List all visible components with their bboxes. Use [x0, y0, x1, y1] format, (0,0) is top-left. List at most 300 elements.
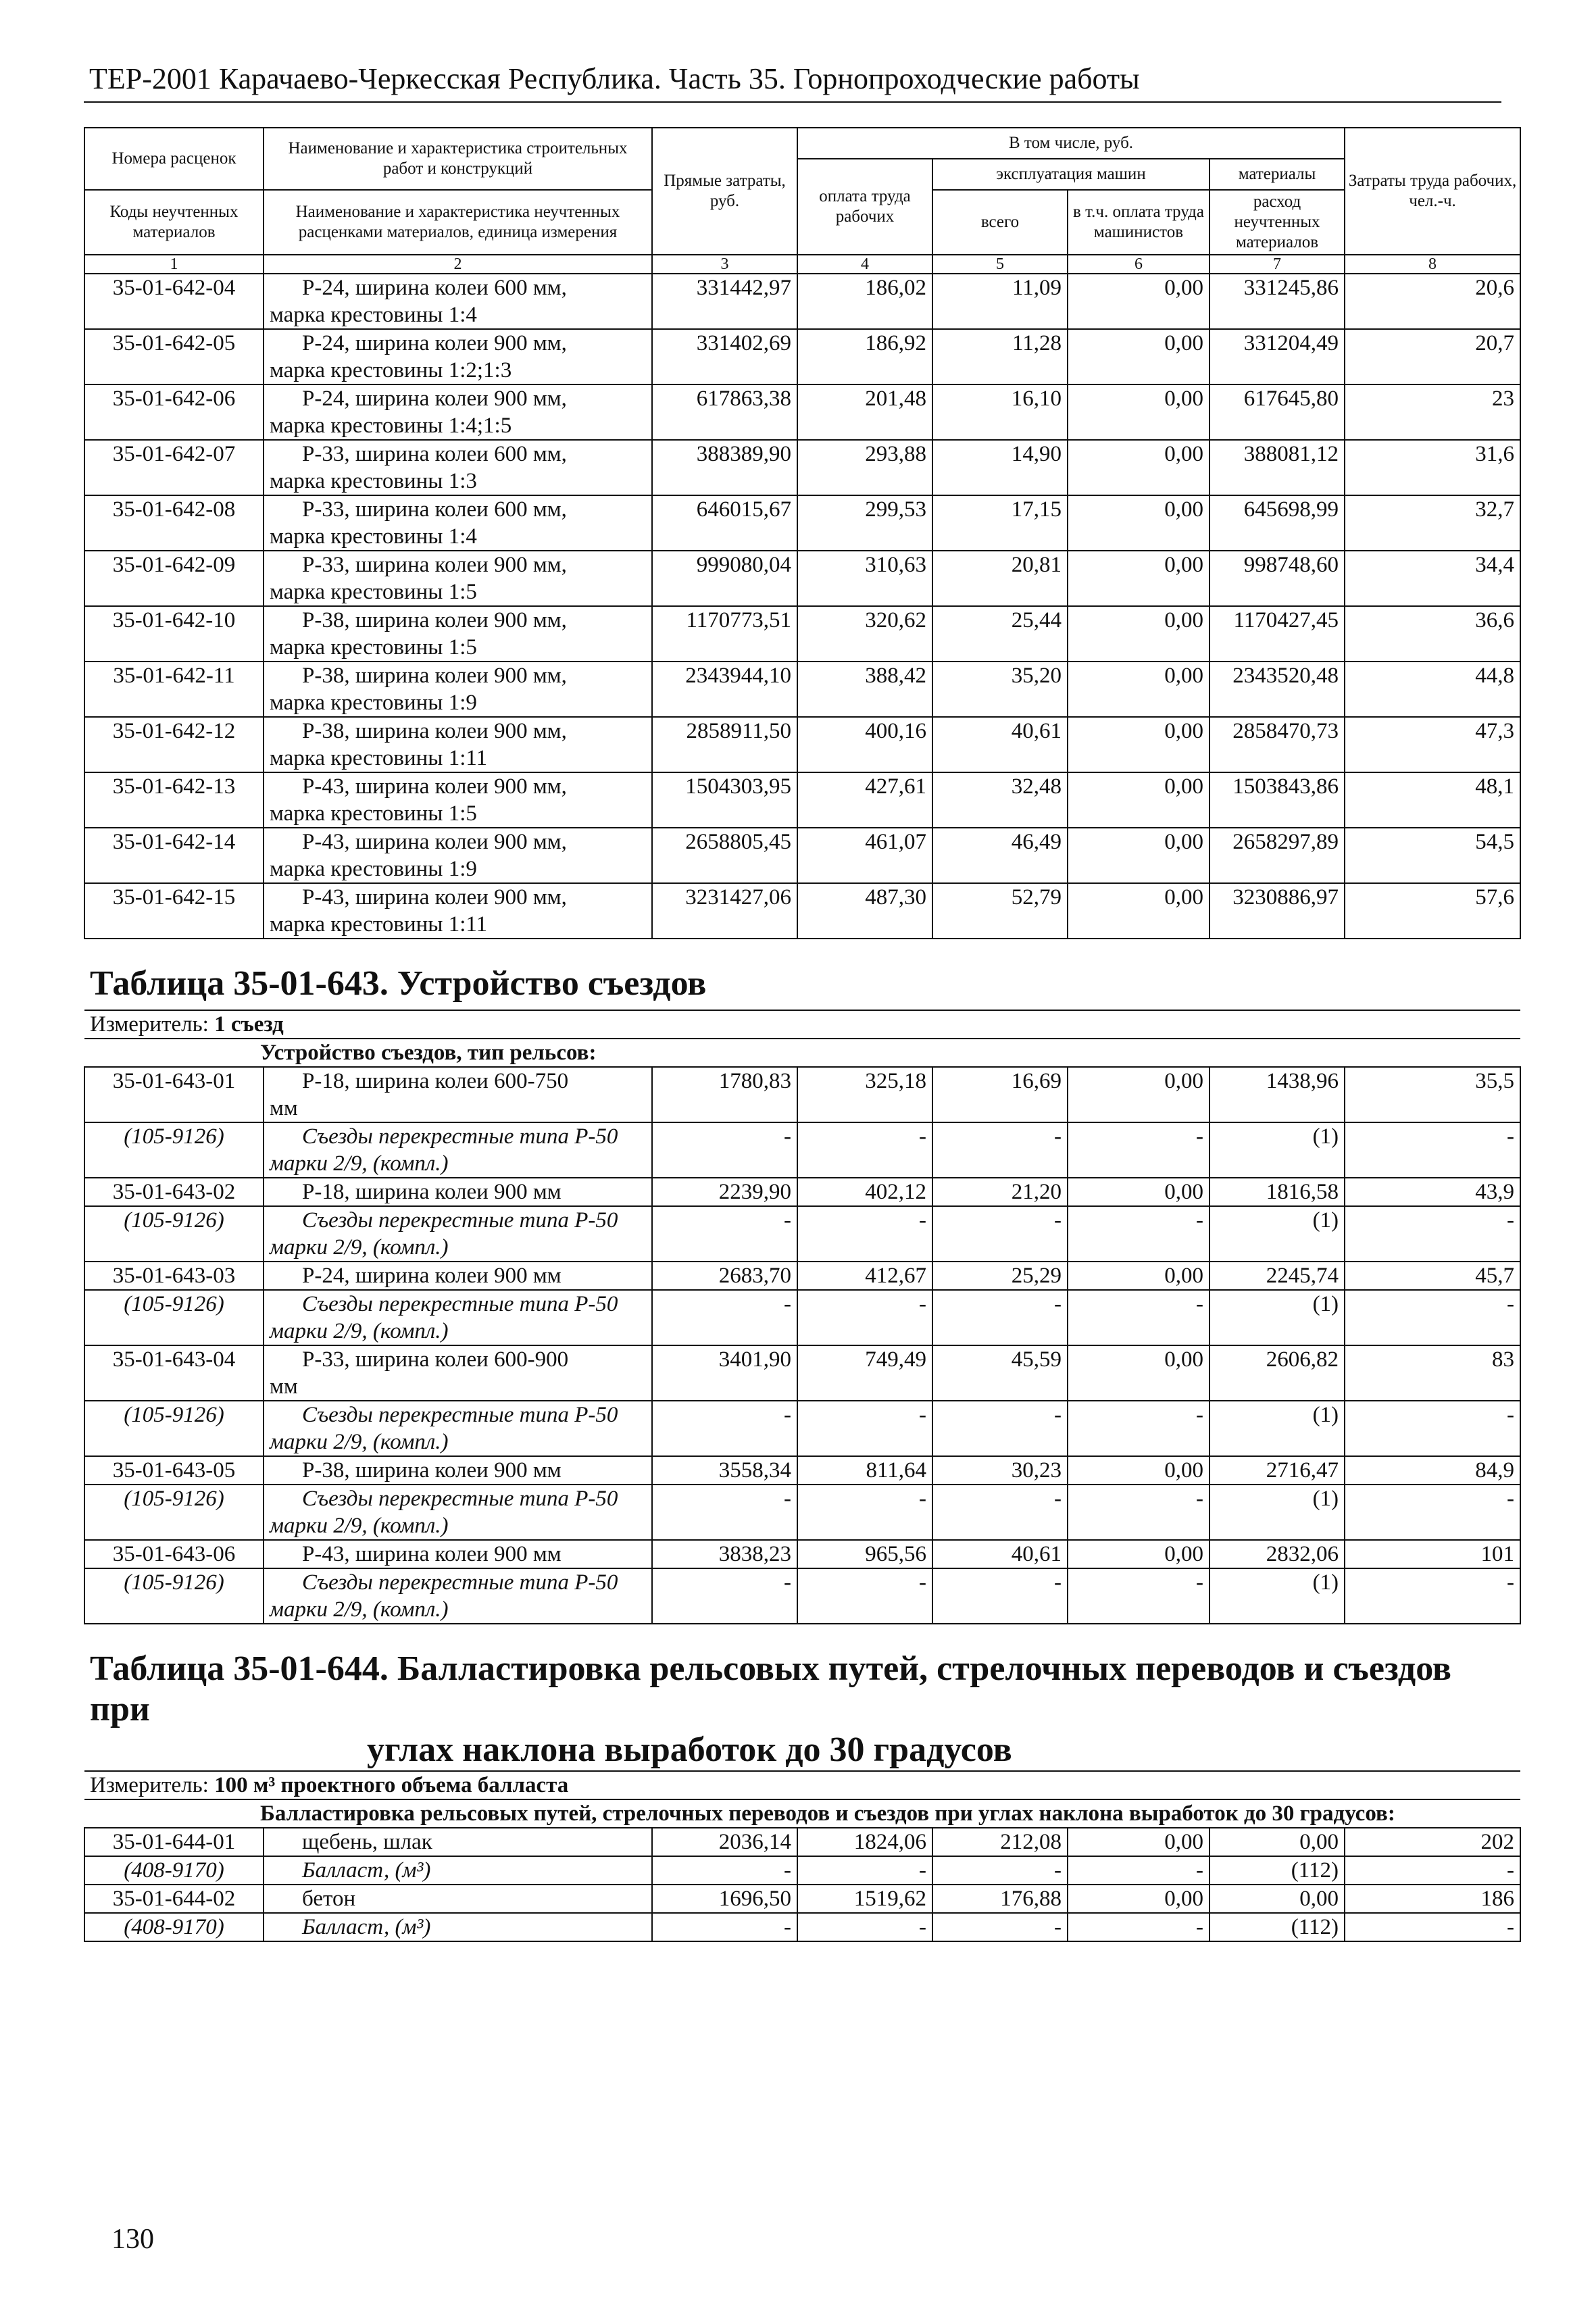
rate-code: (105-9126): [84, 1401, 264, 1456]
material-cost: (1): [1210, 1568, 1345, 1624]
direct-cost: 617863,38: [652, 384, 797, 440]
table-caption: Таблица 35-01-643. Устройство съездов: [84, 939, 1520, 1010]
work-description: [264, 828, 652, 883]
description-line: Съезды перекрестные типа Р-50: [302, 1292, 618, 1316]
machine-cost: -: [932, 1856, 1068, 1885]
description-line: щебень, шлак: [302, 1830, 432, 1854]
labor-hours: 44,8: [1345, 662, 1520, 717]
machine-cost: 17,15: [932, 495, 1068, 551]
col-number: 2: [264, 255, 652, 274]
machine-cost: 40,61: [932, 717, 1068, 772]
labor-pay: -: [797, 1485, 932, 1540]
operator-pay: 0,00: [1068, 1067, 1210, 1122]
description-line: марка крестовины 1:9: [270, 857, 477, 881]
description-line: Р-24, ширина колеи 900 мм: [302, 1264, 562, 1288]
description-line: марка крестовины 1:9: [270, 691, 477, 715]
rate-code: (408-9170): [84, 1856, 264, 1885]
operator-pay: 0,00: [1068, 1262, 1210, 1290]
direct-cost: 388389,90: [652, 440, 797, 495]
direct-cost: 331402,69: [652, 329, 797, 384]
labor-hours: -: [1345, 1568, 1520, 1624]
table-row: [84, 717, 1520, 772]
rate-code: 35-01-642-11: [84, 662, 264, 717]
description-line: Р-33, ширина колеи 900 мм,: [302, 553, 567, 577]
rate-code: (408-9170): [84, 1913, 264, 1941]
labor-pay: 186,92: [797, 329, 932, 384]
work-description: [264, 1067, 652, 1122]
work-description: [264, 662, 652, 717]
operator-pay: 0,00: [1068, 551, 1210, 606]
description-line: Р-38, ширина колеи 900 мм,: [302, 664, 567, 688]
direct-cost: -: [652, 1122, 797, 1178]
labor-hours: 54,5: [1345, 828, 1520, 883]
measure-unit-row: [84, 1010, 1520, 1039]
labor-pay: -: [797, 1568, 932, 1624]
labor-hours: 48,1: [1345, 772, 1520, 828]
material-cost: 3230886,97: [1210, 883, 1345, 939]
direct-cost: -: [652, 1206, 797, 1262]
material-row: [84, 1913, 1520, 1941]
material-cost: (1): [1210, 1401, 1345, 1456]
header-machines: эксплуатация машин: [932, 159, 1210, 190]
labor-hours: 34,4: [1345, 551, 1520, 606]
description-line: марка крестовины 1:3: [270, 469, 477, 493]
rate-code: (105-9126): [84, 1290, 264, 1345]
table-row: [84, 329, 1520, 384]
operator-pay: -: [1068, 1913, 1210, 1941]
table-caption-line: углах наклона выработок до 30 градусов: [367, 1731, 1012, 1769]
description-line: мм: [270, 1374, 298, 1399]
direct-cost: 2683,70: [652, 1262, 797, 1290]
material-cost: 2343520,48: [1210, 662, 1345, 717]
rate-code: 35-01-643-04: [84, 1345, 264, 1401]
work-description: [264, 1262, 652, 1290]
header-rule: [84, 101, 1501, 103]
material-cost: (1): [1210, 1206, 1345, 1262]
machine-cost: -: [932, 1290, 1068, 1345]
direct-cost: -: [652, 1401, 797, 1456]
labor-pay: 325,18: [797, 1067, 932, 1122]
labor-hours: -: [1345, 1122, 1520, 1178]
labor-pay: 293,88: [797, 440, 932, 495]
operator-pay: -: [1068, 1290, 1210, 1345]
machine-cost: 25,44: [932, 606, 1068, 662]
description-line: Р-43, ширина колеи 900 мм,: [302, 885, 567, 910]
direct-cost: 3231427,06: [652, 883, 797, 939]
work-description: [264, 329, 652, 384]
labor-hours: -: [1345, 1206, 1520, 1262]
material-row: [84, 1401, 1520, 1456]
work-description: [264, 495, 652, 551]
operator-pay: 0,00: [1068, 440, 1210, 495]
description-line: Р-38, ширина колеи 900 мм,: [302, 608, 567, 632]
labor-pay: 402,12: [797, 1178, 932, 1206]
operator-pay: 0,00: [1068, 606, 1210, 662]
header-direct: Прямые затраты, руб.: [652, 128, 797, 255]
labor-hours: 47,3: [1345, 717, 1520, 772]
price-table: [84, 127, 1521, 1942]
rate-code: 35-01-642-15: [84, 883, 264, 939]
operator-pay: -: [1068, 1856, 1210, 1885]
material-cost: 1503843,86: [1210, 772, 1345, 828]
direct-cost: 1780,83: [652, 1067, 797, 1122]
work-description: [264, 384, 652, 440]
labor-hours: 36,6: [1345, 606, 1520, 662]
description-line: Р-38, ширина колеи 900 мм,: [302, 719, 567, 743]
material-row: [84, 1568, 1520, 1624]
labor-hours: -: [1345, 1485, 1520, 1540]
material-row: [84, 1485, 1520, 1540]
rate-code: 35-01-642-14: [84, 828, 264, 883]
col-number: 7: [1210, 255, 1345, 274]
header-names-title: Наименование и характеристика строительных работ и конструкций: [264, 128, 652, 190]
labor-pay: 487,30: [797, 883, 932, 939]
operator-pay: 0,00: [1068, 1178, 1210, 1206]
description-line: Съезды перекрестные типа Р-50: [302, 1487, 618, 1511]
description-line: Р-18, ширина колеи 900 мм: [302, 1180, 562, 1204]
work-description: [264, 1485, 652, 1540]
rate-code: 35-01-644-01: [84, 1828, 264, 1856]
material-cost: 388081,12: [1210, 440, 1345, 495]
direct-cost: 1696,50: [652, 1885, 797, 1913]
material-cost: 2716,47: [1210, 1456, 1345, 1485]
description-line: Р-24, ширина колеи 600 мм,: [302, 276, 567, 300]
description-line: марка крестовины 1:5: [270, 635, 477, 659]
group-title-row: [84, 1039, 1520, 1067]
operator-pay: 0,00: [1068, 495, 1210, 551]
description-line: марка крестовины 1:2;1:3: [270, 358, 512, 382]
description-line: Р-33, ширина колеи 600 мм,: [302, 497, 567, 522]
description-line: марки 2/9, (компл.): [270, 1514, 449, 1538]
table-caption: [84, 1624, 1520, 1771]
rate-code: 35-01-642-12: [84, 717, 264, 772]
header-row-1: [84, 128, 1520, 159]
operator-pay: -: [1068, 1401, 1210, 1456]
measure-unit-row: [84, 1771, 1520, 1799]
operator-pay: 0,00: [1068, 1885, 1210, 1913]
labor-hours: -: [1345, 1913, 1520, 1941]
direct-cost: 2858911,50: [652, 717, 797, 772]
table-row: [84, 495, 1520, 551]
labor-hours: 43,9: [1345, 1178, 1520, 1206]
description-line: Р-38, ширина колеи 900 мм: [302, 1458, 562, 1483]
material-row: [84, 1206, 1520, 1262]
work-description: [264, 1828, 652, 1856]
operator-pay: 0,00: [1068, 717, 1210, 772]
rate-code: 35-01-642-13: [84, 772, 264, 828]
material-cost: (1): [1210, 1485, 1345, 1540]
labor-pay: 749,49: [797, 1345, 932, 1401]
table-row: [84, 1456, 1520, 1485]
labor-hours: -: [1345, 1401, 1520, 1456]
rate-code: 35-01-643-01: [84, 1067, 264, 1122]
description-line: марка крестовины 1:11: [270, 746, 488, 770]
group-title-row: [84, 1799, 1520, 1828]
operator-pay: -: [1068, 1206, 1210, 1262]
machine-cost: 45,59: [932, 1345, 1068, 1401]
material-cost: (112): [1210, 1856, 1345, 1885]
material-row: [84, 1290, 1520, 1345]
header-labor-pay: оплата труда рабочих: [797, 159, 932, 255]
labor-hours: 32,7: [1345, 495, 1520, 551]
machine-cost: 176,88: [932, 1885, 1068, 1913]
labor-hours: 31,6: [1345, 440, 1520, 495]
labor-pay: 965,56: [797, 1540, 932, 1568]
group-title: Устройство съездов, тип рельсов:: [84, 1039, 1520, 1067]
direct-cost: 2239,90: [652, 1178, 797, 1206]
table-caption-row: [84, 939, 1520, 1010]
measure-label: Измеритель:: [90, 1012, 209, 1037]
operator-pay: 0,00: [1068, 1345, 1210, 1401]
rate-code: 35-01-642-06: [84, 384, 264, 440]
direct-cost: -: [652, 1568, 797, 1624]
measure-value: 1 съезд: [214, 1012, 284, 1037]
header-including: В том числе, руб.: [797, 128, 1345, 159]
work-description: [264, 1885, 652, 1913]
labor-hours: 45,7: [1345, 1262, 1520, 1290]
work-description: [264, 606, 652, 662]
material-cost: 2245,74: [1210, 1262, 1345, 1290]
rate-code: 35-01-643-06: [84, 1540, 264, 1568]
work-description: [264, 1206, 652, 1262]
machine-cost: 32,48: [932, 772, 1068, 828]
description-line: Балласт, (м³): [302, 1858, 431, 1883]
operator-pay: -: [1068, 1485, 1210, 1540]
operator-pay: 0,00: [1068, 883, 1210, 939]
table-row: [84, 1262, 1520, 1290]
direct-cost: 3558,34: [652, 1456, 797, 1485]
header-codes-title: Номера расценок: [84, 128, 264, 190]
measure-unit: [84, 1771, 1520, 1799]
table-row: [84, 772, 1520, 828]
description-line: Съезды перекрестные типа Р-50: [302, 1570, 618, 1595]
work-description: [264, 440, 652, 495]
header-materials-use: расход неучтенных материалов: [1210, 190, 1345, 255]
rate-code: 35-01-642-09: [84, 551, 264, 606]
direct-cost: -: [652, 1485, 797, 1540]
labor-pay: 1824,06: [797, 1828, 932, 1856]
rate-code: 35-01-643-05: [84, 1456, 264, 1485]
material-cost: (1): [1210, 1122, 1345, 1178]
direct-cost: 2036,14: [652, 1828, 797, 1856]
work-description: [264, 1122, 652, 1178]
material-cost: 0,00: [1210, 1828, 1345, 1856]
material-cost: 331204,49: [1210, 329, 1345, 384]
machine-cost: 40,61: [932, 1540, 1068, 1568]
operator-pay: -: [1068, 1568, 1210, 1624]
description-line: Балласт, (м³): [302, 1915, 431, 1939]
table-row: [84, 551, 1520, 606]
description-line: марка крестовины 1:5: [270, 580, 477, 604]
labor-hours: 20,6: [1345, 274, 1520, 329]
work-description: [264, 1290, 652, 1345]
work-description: [264, 883, 652, 939]
machine-cost: 11,28: [932, 329, 1068, 384]
rate-code: 35-01-642-10: [84, 606, 264, 662]
direct-cost: -: [652, 1856, 797, 1885]
table-caption-row: [84, 1624, 1520, 1771]
labor-hours: 23: [1345, 384, 1520, 440]
header-machines-operators: в т.ч. оплата труда машинистов: [1068, 190, 1210, 255]
table-row: [84, 606, 1520, 662]
description-line: марка крестовины 1:4: [270, 524, 477, 549]
labor-pay: 320,62: [797, 606, 932, 662]
group-title: Балластировка рельсовых путей, стрелочных переводов и съездов при углах наклона выработок до 30 градусов:: [84, 1799, 1520, 1828]
description-line: марки 2/9, (компл.): [270, 1235, 449, 1260]
labor-hours: -: [1345, 1856, 1520, 1885]
labor-pay: 1519,62: [797, 1885, 932, 1913]
description-line: Р-33, ширина колеи 600-900: [302, 1347, 569, 1372]
direct-cost: 1504303,95: [652, 772, 797, 828]
material-cost: 1816,58: [1210, 1178, 1345, 1206]
table-row: [84, 883, 1520, 939]
header-machines-total: всего: [932, 190, 1068, 255]
work-description: [264, 274, 652, 329]
material-cost: (1): [1210, 1290, 1345, 1345]
material-cost: 645698,99: [1210, 495, 1345, 551]
labor-pay: -: [797, 1122, 932, 1178]
machine-cost: -: [932, 1206, 1068, 1262]
rate-code: 35-01-644-02: [84, 1885, 264, 1913]
work-description: [264, 1540, 652, 1568]
material-cost: 2832,06: [1210, 1540, 1345, 1568]
table-row: [84, 1828, 1520, 1856]
machine-cost: 11,09: [932, 274, 1068, 329]
labor-pay: 388,42: [797, 662, 932, 717]
work-description: [264, 1178, 652, 1206]
table-row: [84, 274, 1520, 329]
operator-pay: 0,00: [1068, 329, 1210, 384]
machine-cost: 212,08: [932, 1828, 1068, 1856]
material-cost: (112): [1210, 1913, 1345, 1941]
work-description: [264, 1913, 652, 1941]
machine-cost: 16,10: [932, 384, 1068, 440]
table-row: [84, 1178, 1520, 1206]
labor-hours: 20,7: [1345, 329, 1520, 384]
table-row: [84, 1067, 1520, 1122]
machine-cost: -: [932, 1485, 1068, 1540]
description-line: мм: [270, 1096, 298, 1120]
description-line: марки 2/9, (компл.): [270, 1597, 449, 1622]
rate-code: 35-01-642-08: [84, 495, 264, 551]
description-line: Съезды перекрестные типа Р-50: [302, 1403, 618, 1427]
table-row: [84, 828, 1520, 883]
rate-code: (105-9126): [84, 1206, 264, 1262]
header-names-sub: Наименование и характеристика неучтенных расценками материалов, единица измерения: [264, 190, 652, 255]
description-line: Р-24, ширина колеи 900 мм,: [302, 387, 567, 411]
col-number: 4: [797, 255, 932, 274]
measure-value: 100 м³ проектного объема балласта: [214, 1773, 569, 1797]
material-cost: 2658297,89: [1210, 828, 1345, 883]
measure-unit: [84, 1010, 1520, 1039]
operator-pay: 0,00: [1068, 1540, 1210, 1568]
operator-pay: 0,00: [1068, 662, 1210, 717]
machine-cost: -: [932, 1568, 1068, 1624]
labor-hours: 186: [1345, 1885, 1520, 1913]
description-line: марка крестовины 1:5: [270, 801, 477, 826]
operator-pay: 0,00: [1068, 772, 1210, 828]
description-line: Р-43, ширина колеи 900 мм: [302, 1542, 562, 1566]
rate-code: 35-01-643-02: [84, 1178, 264, 1206]
direct-cost: 2658805,45: [652, 828, 797, 883]
col-number: 8: [1345, 255, 1520, 274]
labor-hours: 57,6: [1345, 883, 1520, 939]
labor-hours: -: [1345, 1290, 1520, 1345]
table-row: [84, 384, 1520, 440]
operator-pay: 0,00: [1068, 828, 1210, 883]
measure-label: Измеритель:: [90, 1773, 209, 1797]
description-line: марка крестовины 1:11: [270, 912, 488, 937]
labor-hours: 83: [1345, 1345, 1520, 1401]
direct-cost: 1170773,51: [652, 606, 797, 662]
work-description: [264, 1401, 652, 1456]
machine-cost: -: [932, 1913, 1068, 1941]
work-description: [264, 1568, 652, 1624]
description-line: Р-18, ширина колеи 600-750: [302, 1069, 569, 1093]
material-cost: 2606,82: [1210, 1345, 1345, 1401]
rate-code: (105-9126): [84, 1122, 264, 1178]
table-row: [84, 1885, 1520, 1913]
rate-code: 35-01-643-03: [84, 1262, 264, 1290]
labor-hours: 84,9: [1345, 1456, 1520, 1485]
direct-cost: 2343944,10: [652, 662, 797, 717]
work-description: [264, 717, 652, 772]
direct-cost: 3838,23: [652, 1540, 797, 1568]
labor-hours: 35,5: [1345, 1067, 1520, 1122]
labor-pay: 186,02: [797, 274, 932, 329]
table-body: [84, 128, 1520, 1941]
material-cost: 1438,96: [1210, 1067, 1345, 1122]
description-line: Съезды перекрестные типа Р-50: [302, 1124, 618, 1149]
description-line: марки 2/9, (компл.): [270, 1430, 449, 1454]
labor-pay: -: [797, 1401, 932, 1456]
table-row: [84, 440, 1520, 495]
description-line: бетон: [302, 1887, 356, 1911]
operator-pay: 0,00: [1068, 1456, 1210, 1485]
operator-pay: 0,00: [1068, 384, 1210, 440]
material-cost: 2858470,73: [1210, 717, 1345, 772]
machine-cost: 20,81: [932, 551, 1068, 606]
labor-pay: -: [797, 1913, 932, 1941]
machine-cost: 52,79: [932, 883, 1068, 939]
material-cost: 0,00: [1210, 1885, 1345, 1913]
rate-code: 35-01-642-07: [84, 440, 264, 495]
page-number: 130: [111, 2224, 154, 2255]
col-number: 3: [652, 255, 797, 274]
work-description: [264, 1345, 652, 1401]
machine-cost: 35,20: [932, 662, 1068, 717]
direct-cost: 646015,67: [652, 495, 797, 551]
header-codes-sub: Коды неучтенных материалов: [84, 190, 264, 255]
header-labor-cost: Затраты труда рабочих, чел.-ч.: [1345, 128, 1520, 255]
labor-hours: 202: [1345, 1828, 1520, 1856]
col-number: 5: [932, 255, 1068, 274]
labor-pay: -: [797, 1206, 932, 1262]
work-description: [264, 551, 652, 606]
machine-cost: 16,69: [932, 1067, 1068, 1122]
description-line: марка крестовины 1:4;1:5: [270, 414, 512, 438]
description-line: Р-43, ширина колеи 900 мм,: [302, 830, 567, 854]
work-description: [264, 1856, 652, 1885]
material-cost: 331245,86: [1210, 274, 1345, 329]
rate-code: (105-9126): [84, 1485, 264, 1540]
table-row: [84, 662, 1520, 717]
machine-cost: 30,23: [932, 1456, 1068, 1485]
labor-pay: 400,16: [797, 717, 932, 772]
machine-cost: 21,20: [932, 1178, 1068, 1206]
work-description: [264, 1456, 652, 1485]
running-head: ТЕР-2001 Карачаево-Черкесская Республика. Часть 35. Горнопроходческие работы: [89, 62, 1140, 95]
